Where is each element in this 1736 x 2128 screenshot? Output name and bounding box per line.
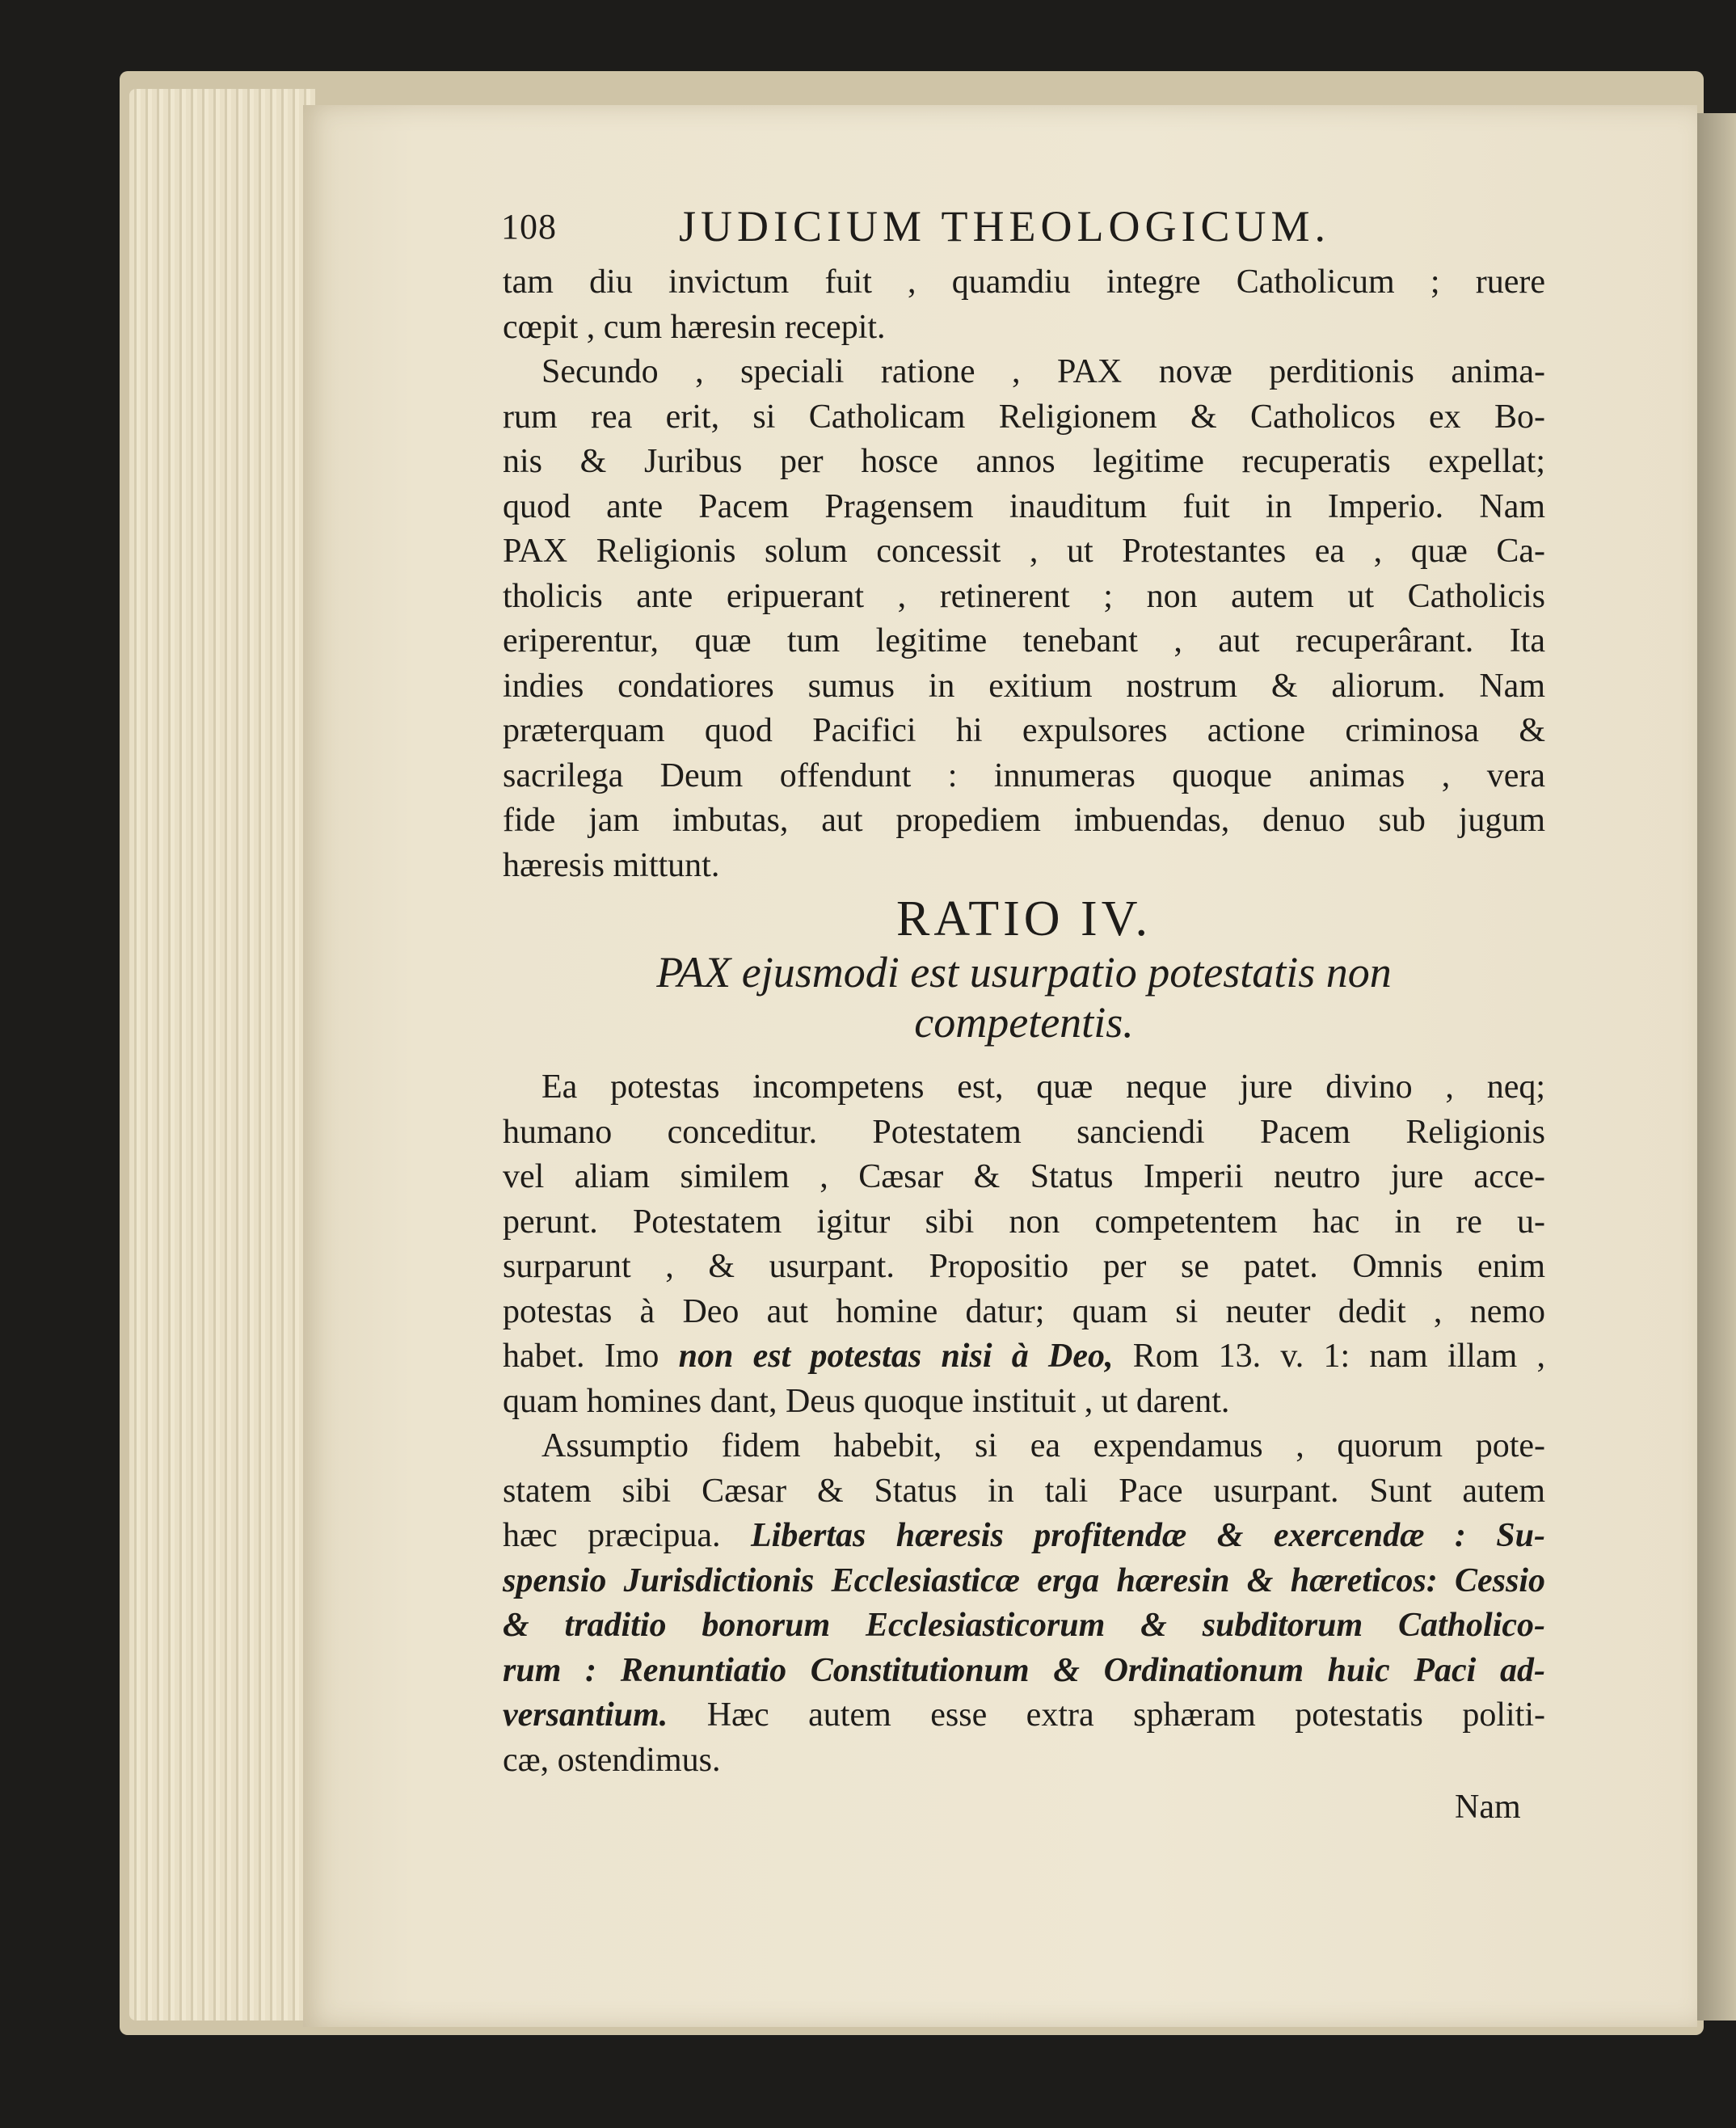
subheading-line: PAX ejusmodi est usurpatio potestatis non bbox=[656, 948, 1392, 997]
text-line: vel aliam similem , Cæsar & Status Imperii neutro jure acce- bbox=[503, 1158, 1545, 1195]
page-header bbox=[501, 202, 1552, 263]
citation-italic: non est potestas nisi à Deo, bbox=[678, 1338, 1114, 1375]
text-block-bottom bbox=[503, 1065, 1545, 1783]
text-block-top bbox=[503, 260, 1545, 888]
text-line: cœpit , cum hæresin recepit. bbox=[503, 308, 886, 346]
text-line: fide jam imbutas, aut propediem imbuendas, denuo sub jugum bbox=[503, 802, 1545, 839]
catchword: Nam bbox=[1455, 1789, 1521, 1826]
subheading-line: competentis. bbox=[914, 998, 1134, 1047]
italic-span: versantium. bbox=[503, 1696, 668, 1734]
section-heading: RATIO IV. bbox=[896, 891, 1152, 946]
book-gutter bbox=[1693, 113, 1736, 2021]
text-line: cæ, ostendimus. bbox=[503, 1741, 721, 1779]
text-line: statem sibi Cæsar & Status in tali Pace usurpant. Sunt autem bbox=[503, 1472, 1545, 1510]
text-span: Rom 13. v. 1: nam illam , bbox=[1132, 1338, 1546, 1375]
text-line: præterquam quod Pacifici hi expulsores actione criminosa & bbox=[503, 712, 1545, 749]
italic-line: & traditio bonorum Ecclesiasticorum & subditorum Catholico- bbox=[503, 1607, 1545, 1644]
text-line: PAX Religionis solum concessit , ut Protestantes ea , quæ Ca- bbox=[503, 533, 1545, 570]
text-line: perunt. Potestatem igitur sibi non competentem hac in re u- bbox=[503, 1203, 1545, 1241]
text-line: humano conceditur. Potestatem sanciendi Pacem Religionis bbox=[503, 1113, 1545, 1151]
text-line: hæresis mittunt. bbox=[503, 846, 720, 884]
running-head: JUDICIUM THEOLOGICUM. bbox=[679, 202, 1330, 251]
text-line bbox=[503, 1693, 1545, 1738]
page-number: 108 bbox=[501, 207, 557, 247]
text-line: indies condatiores sumus in exitium nostrum & aliorum. Nam bbox=[503, 667, 1545, 705]
text-line bbox=[503, 1334, 1545, 1380]
text-line bbox=[503, 1514, 1545, 1559]
italic-span: Libertas hæresis profitendæ & exercendæ : Su- bbox=[751, 1517, 1546, 1554]
text-line: eriperentur, quæ tum legitime tenebant , aut recuperârant. Ita bbox=[503, 622, 1545, 659]
text-line: quam homines dant, Deus quoque instituit , ut darent. bbox=[503, 1382, 1230, 1420]
text-line: potestas à Deo aut homine datur; quam si neuter dedit , nemo bbox=[503, 1292, 1545, 1330]
text-line: quod ante Pacem Pragensem inauditum fuit in Imperio. Nam bbox=[503, 487, 1545, 525]
text-line: rum rea erit, si Catholicam Religionem & Catholicos ex Bo- bbox=[503, 398, 1545, 436]
text-line: sacrilega Deum offendunt : innumeras quoque animas , vera bbox=[503, 756, 1545, 794]
text-line: Secundo , speciali ratione , PAX novæ perditionis anima- bbox=[541, 353, 1545, 390]
italic-line: rum : Renuntiatio Constitutionum & Ordinationum huic Paci ad- bbox=[503, 1651, 1545, 1689]
text-span: habet. Imo bbox=[503, 1338, 659, 1375]
text-line: tholicis ante eripuerant , retinerent ; non autem ut Catholicis bbox=[503, 577, 1545, 615]
text-line: Assumptio fidem habebit, si ea expendamus , quorum pote- bbox=[541, 1427, 1545, 1464]
page-edges bbox=[129, 89, 315, 2021]
text-line: surparunt , & usurpant. Propositio per se patet. Omnis enim bbox=[503, 1248, 1545, 1285]
text-span: hæc præcipua. bbox=[503, 1517, 721, 1554]
section-subheading bbox=[503, 947, 1545, 1047]
text-span: Hæc autem esse extra sphæram potestatis politi- bbox=[706, 1696, 1546, 1734]
text-line: nis & Juribus per hosce annos legitime recuperatis expellat; bbox=[503, 443, 1545, 480]
italic-line: spensio Jurisdictionis Ecclesiasticæ erga hæresin & hæreticos: Cessio bbox=[503, 1561, 1545, 1599]
text-line: Ea potestas incompetens est, quæ neque jure divino , neq; bbox=[541, 1068, 1545, 1106]
text-line: tam diu invictum fuit , quamdiu integre Catholicum ; ruere bbox=[503, 263, 1545, 301]
